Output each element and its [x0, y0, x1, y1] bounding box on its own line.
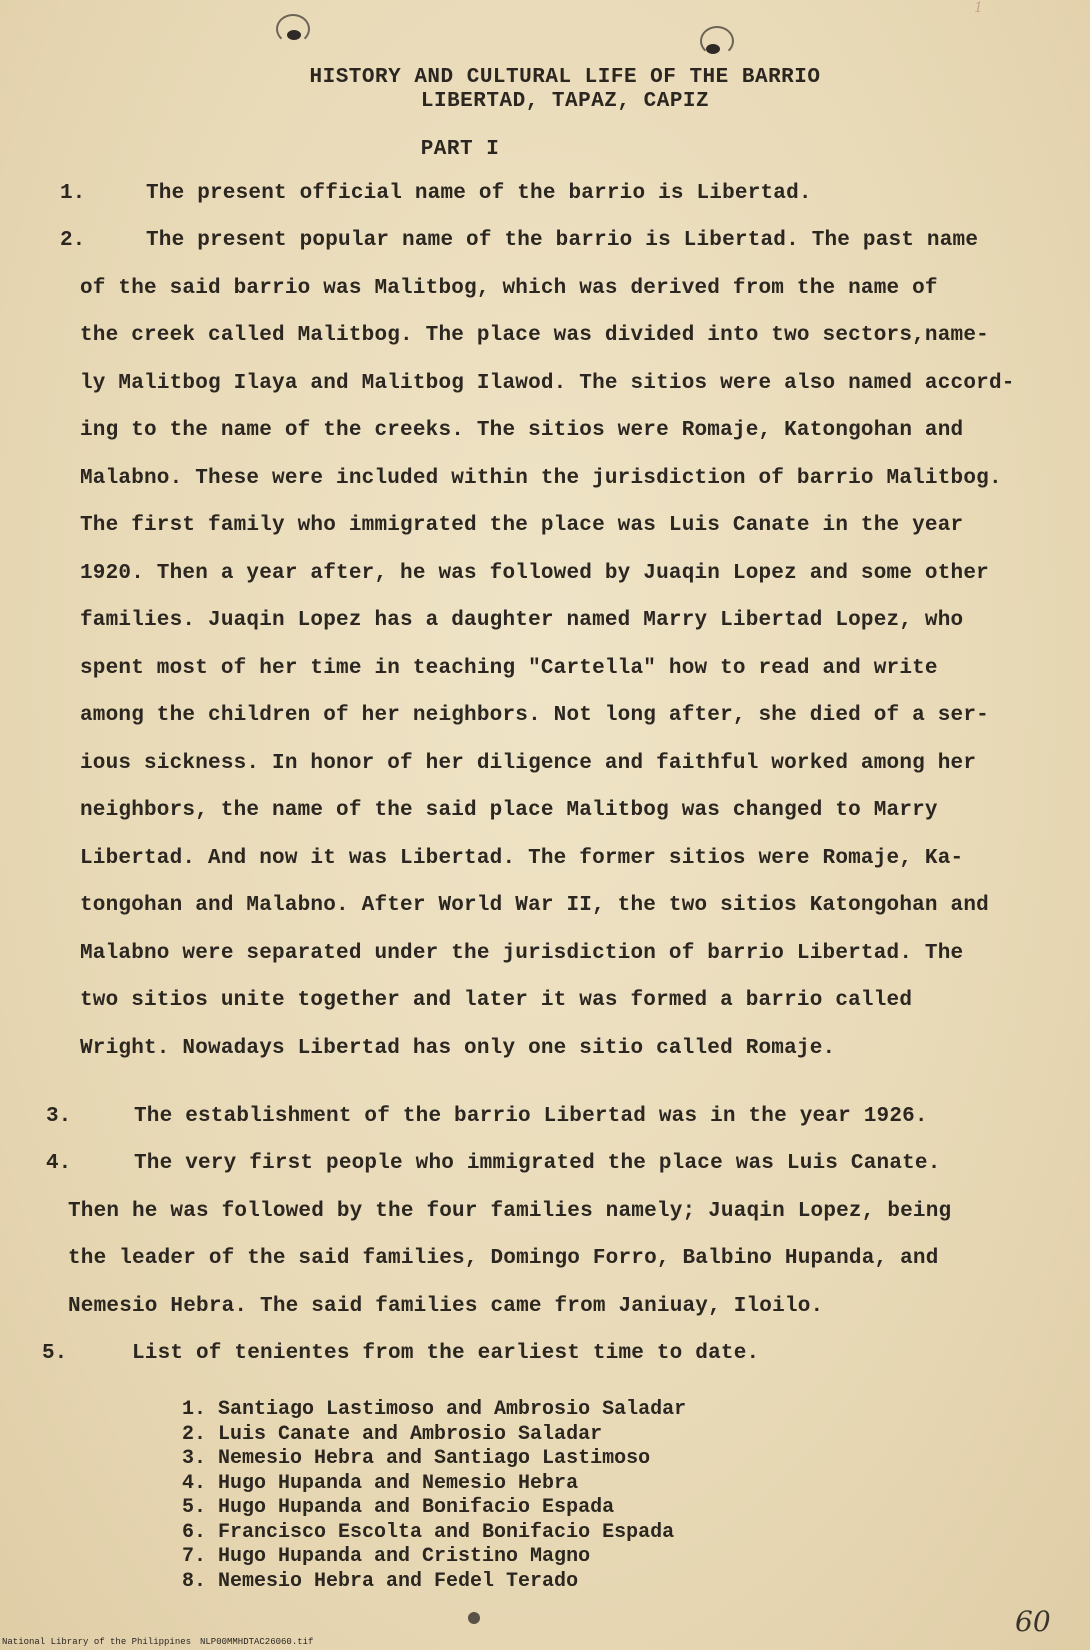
text-line: the creek called Malitbog. The place was divided into two sectors,name-	[80, 324, 989, 347]
list-item: 8. Nemesio Hebra and Fedel Terado	[182, 1569, 579, 1593]
text-line: ing to the name of the creeks. The sitios were Romaje, Katongohan and	[80, 419, 964, 442]
footer-file-id: NLP00MMHDTAC26060.tif	[200, 1637, 314, 1647]
list-item: 7. Hugo Hupanda and Cristino Magno	[182, 1545, 591, 1568]
list-item: 2. Luis Canate and Ambrosio Saladar	[182, 1422, 603, 1446]
document-title: HISTORY AND CULTURAL LIFE OF THE BARRIO	[309, 66, 821, 89]
pencil-mark: 1	[974, 0, 983, 16]
item-text	[146, 170, 812, 218]
text-line: among the children of her neighbors. Not long after, she died of a ser-	[80, 704, 989, 727]
item-number: 4.	[46, 1152, 72, 1175]
text-line: 1920. Then a year after, he was followed by Juaqin Lopez and some other	[80, 561, 989, 585]
item-text	[134, 1093, 928, 1141]
text-line: Wright. Nowadays Libertad has only one sitio called Romaje.	[80, 1036, 836, 1060]
text-line: of the said barrio was Malitbog, which was derived from the name of	[80, 276, 938, 300]
text-line: families. Juaqin Lopez has a daughter named Marry Libertad Lopez, who	[80, 609, 964, 632]
text-line: Libertad. And now it was Libertad. The former sitios were Romaje, Ka-	[80, 846, 964, 870]
text-line: The present official name of the barrio is Libertad.	[146, 182, 812, 205]
text-line: two sitios unite together and later it was formed a barrio called	[80, 989, 913, 1012]
page-number: 60	[1015, 1605, 1051, 1638]
text-line: The first family who immigrated the place was Luis Canate in the year	[80, 514, 964, 537]
list-item: 4. Hugo Hupanda and Nemesio Hebra	[182, 1471, 579, 1495]
text-line: The present popular name of the barrio is Libertad. The past name	[146, 229, 979, 252]
list-item: 6. Francisco Escolta and Bonifacio Espada	[182, 1520, 675, 1544]
list-item: 3. Nemesio Hebra and Santiago Lastimoso	[182, 1447, 651, 1470]
text-line: The establishment of the barrio Libertad was in the year 1926.	[134, 1105, 928, 1128]
text-line: Malabno were separated under the jurisdiction of barrio Libertad. The	[80, 941, 964, 965]
text-line: the leader of the said families, Domingo Forro, Balbino Hupanda, and	[68, 1247, 939, 1270]
item-text	[80, 217, 1015, 1072]
text-line: neighbors, the name of the said place Malitbog was changed to Marry	[80, 799, 938, 822]
part-heading: PART I	[420, 138, 500, 161]
list-item: 1. Santiago Lastimoso and Ambrosio Saladar	[182, 1398, 687, 1421]
text-line: The very first people who immigrated the place was Luis Canate.	[134, 1152, 941, 1175]
text-line: spent most of her time in teaching "Cartella" how to read and write	[80, 656, 938, 680]
text-line: tongohan and Malabno. After World War II, the two sitios Katongohan and	[80, 894, 989, 917]
punch-hole-shadow	[706, 44, 720, 54]
text-line: List of tenientes from the earliest time to date.	[132, 1342, 760, 1365]
document-subtitle: LIBERTAD, TAPAZ, CAPIZ	[420, 90, 710, 113]
punch-hole-shadow	[287, 30, 301, 40]
footer-institution: National Library of the Philippines	[2, 1637, 192, 1647]
item-number: 2.	[60, 229, 86, 252]
text-line: Then he was followed by the four families namely; Juaqin Lopez, being	[68, 1199, 952, 1223]
list-item: 5. Hugo Hupanda and Bonifacio Espada	[182, 1496, 615, 1519]
tenientes-list	[182, 1398, 686, 1594]
text-line: Nemesio Hebra. The said families came from Janiuay, Iloilo.	[68, 1294, 824, 1318]
item-number: 1.	[60, 182, 86, 205]
item-number: 5.	[42, 1342, 68, 1365]
item-number: 3.	[46, 1105, 72, 1128]
item-text	[68, 1140, 951, 1330]
text-line: ious sickness. In honor of her diligence and faithful worked among her	[80, 751, 977, 775]
text-line: ly Malitbog Ilaya and Malitbog Ilawod. The sitios were also named accord-	[80, 371, 1015, 395]
item-text	[132, 1330, 759, 1378]
ink-spot	[468, 1612, 480, 1624]
text-line: Malabno. These were included within the jurisdiction of barrio Malitbog.	[80, 466, 1002, 490]
